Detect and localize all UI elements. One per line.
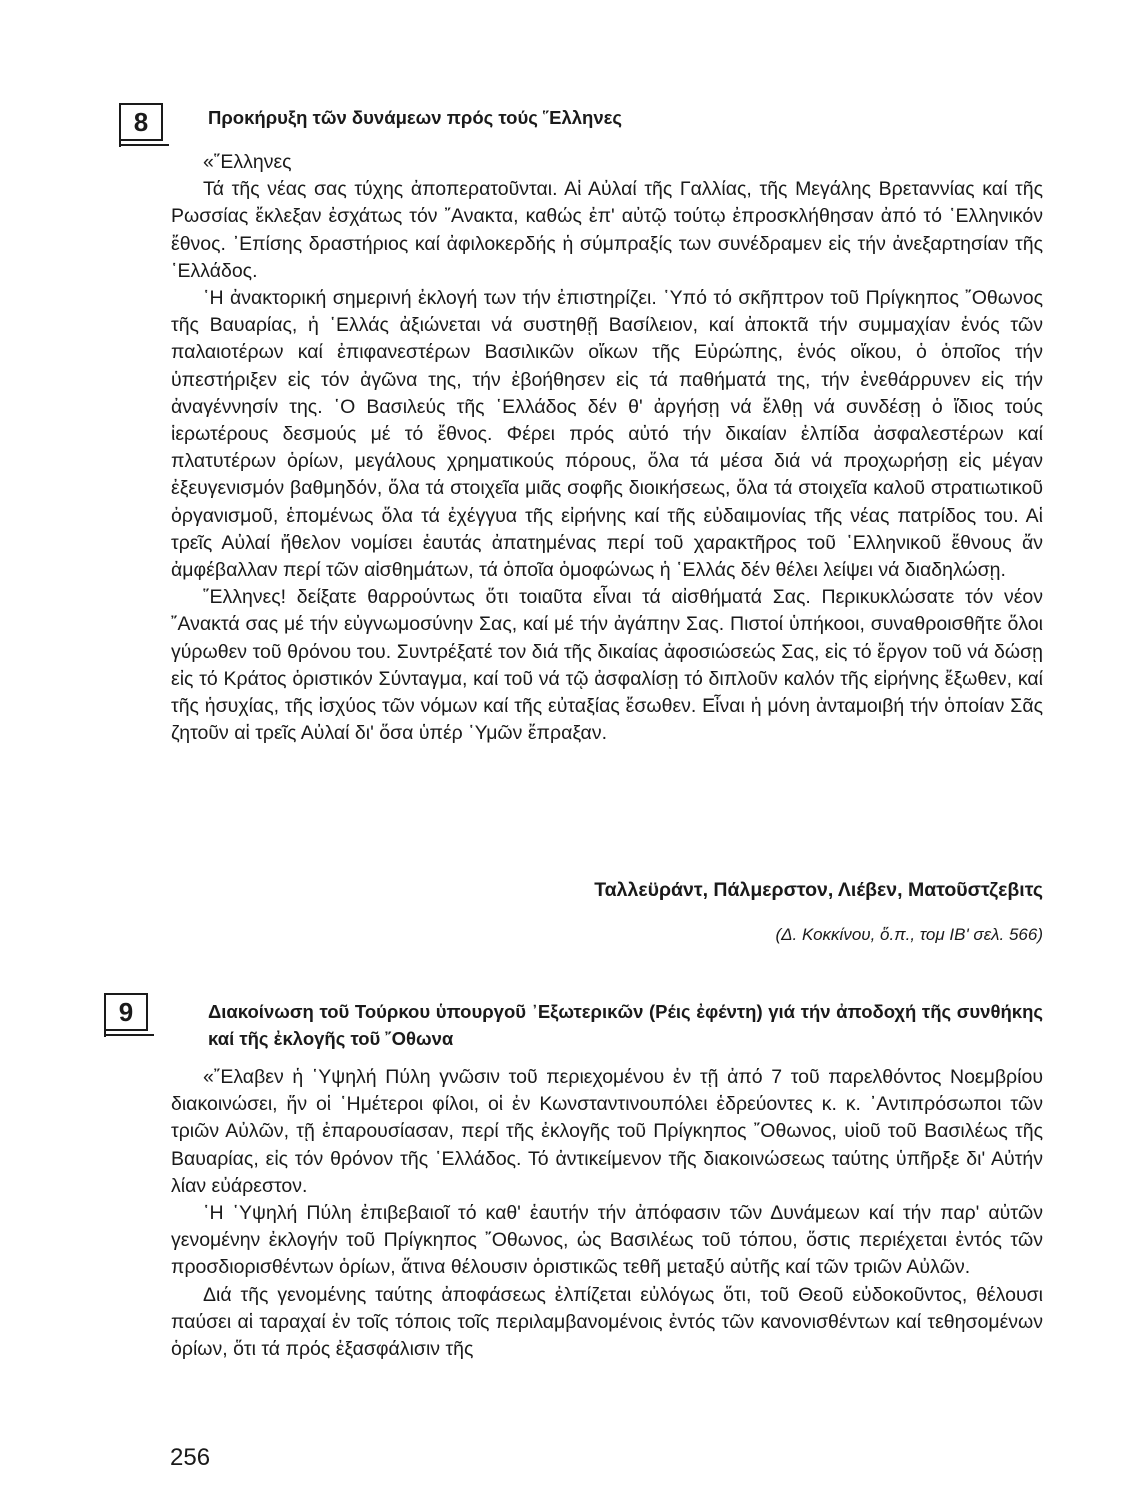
- section-body: [171, 149, 1043, 747]
- paragraph: Διά τῆς γενομένης ταύτης ἀποφάσεως ἐλπίζεται εὐλόγως ὅτι, τοῦ Θεοῦ εὐδοκοῦντος, θέλουσι παύσει αἱ ταραχαί ἐν τοῖς τόποις τοῖς περιλαμβανομένοις ἐντός τῶν κανονισθέντων καί τεθησομένων ὁρίων, ὅτι τά πρός ἐξασφάλισιν τῆς: [171, 1283, 1043, 1361]
- section-body: [171, 1064, 1043, 1363]
- paragraph: ῾Η ῾Υψηλή Πύλη ἐπιβεβαιοῖ τό καθ' ἑαυτήν τήν ἀπόφασιν τῶν Δυνάμεων καί τήν παρ' αὐτῶν γενομένην ἐκλογήν τοῦ Πρίγκηπος ῎Οθωνος, ὡς Βασιλέως τοῦ τόπου, ὅστις περιέχεται ἐντός τῶν προσδιορισθέντων ὁρίων, ἅτινα θέλουσιν ὁριστικῶς τεθῆ μεταξύ αὐτῆς καί τῶν τριῶν Αὐλῶν.: [171, 1202, 1043, 1279]
- section-number: 8: [133, 106, 149, 137]
- paragraph: «῞Ελληνες: [203, 151, 292, 173]
- paragraph: Τά τῆς νέας σας τύχης ἀποπερατοῦνται. Αἱ Αὐλαί τῆς Γαλλίας, τῆς Μεγάλης Βρεταννίας καί τῆς Ρωσσίας ἔκλεξαν ἐσχάτως τόν ῎Ανακτα, καθώς ἐπ' αὐτῷ τούτῳ ἐπροσκλήθησαν ἀπό τό ῾Ελληνικόν ἔθνος. ᾿Επίσης δραστήριος καί ἀφιλοκερδής ἡ σύμπραξίς των συνέδραμεν εἰς τήν ἀνεξαρτησίαν τῆς ῾Ελλάδος.: [171, 178, 1043, 282]
- paragraph: ῞Ελληνες! δείξατε θαρρούντως ὅτι τοιαῦτα εἶναι τά αἰσθήματά Σας. Περικυκλώσατε τόν νέον ῎Ανακτά σας μέ τήν εὐγνωμοσύνην Σας, καί μέ τήν ἀγάπην Σας. Πιστοί ὑπήκοοι, συναθροισθῆτε ὅλοι γύρωθεν τοῦ θρόνου του. Συντρέξατέ τον διά τῆς δικαίας ἀφοσιώσεώς Σας, εἰς τό ἔργον τοῦ νά δώσῃ εἰς τό Κράτος ὁριστικόν Σύνταγμα, καί τοῦ νά τῷ ἀσφαλίσῃ τό διπλοῦν καλόν τῆς εἰρήνης ἔξωθεν, καί τῆς ἡσυχίας, τῆς ἰσχύος τῶν νόμων καί τῆς εὐταξίας ἔσωθεν. Εἶναι ἡ μόνη ἀνταμοιβή τήν ὁποίαν Σᾶς ζητοῦν αἱ τρεῖς Αὐλαί δι' ὅσα ὑπέρ ῾Υμῶν ἔπραξαν.: [171, 586, 1043, 745]
- signature: Ταλλεϋράντ, Πάλμερστον, Λιέβεν, Ματοῦστζεβιτς: [594, 879, 1043, 901]
- paragraph: ῾Η ἀνακτορική σημερινή ἐκλογή των τήν ἐπιστηρίζει. ῾Υπό τό σκῆπτρον τοῦ Πρίγκηπος ῎Οθωνος τῆς Βαυαρίας, ἡ ῾Ελλάς ἀξιώνεται νά συστηθῇ Βασίλειον, καί ἀποκτᾶ τήν συμμαχίαν ἑνός τῶν παλαιοτέρων καί ἐπιφανεστέρων Βασιλικῶν οἴκων τῆς Εὐρώπης, ἑνός οἴκου, ὁ ὁποῖος τήν ὑπεστήριξεν εἰς τόν ἀγῶνα της, τήν ἐβοήθησεν εἰς τά παθήματά της, τήν ἐνεθάρρυνεν εἰς τήν ἀναγέννησίν της. ῾Ο Βασιλεύς τῆς ῾Ελλάδος δέν θ' ἀργήσῃ νά ἔλθῃ νά συνδέσῃ ὁ ἴδιος τούς ἱερωτέρους δεσμούς μέ τό ἔθνος. Φέρει πρός αὐτό τήν δικαίαν ἐλπίδα ἀσφαλεστέρων καί πλατυτέρων ὁρίων, μεγάλους χρηματικούς πόρους, ὅλα τά μέσα διά νά προχωρήσῃ εἰς μέγαν ἐξευγενισμόν βαθμηδόν, ὅλα τά στοιχεῖα μιᾶς σοφῆς διοικήσεως, ὅλα τά στοιχεῖα καλοῦ στρατιωτικοῦ ὀργανισμοῦ, ἑπομένως ὅλα τά ἐχέγγυα τῆς εἰρήνης καί τῆς εὐδαιμονίας τῆς νέας πατρίδος του. Αἱ τρεῖς Αὐλαί ἤθελον νομίσει ἑαυτάς ἀπατημένας περί τοῦ χαρακτῆρος τοῦ ῾Ελληνικοῦ ἔθνους ἄν ἀμφέβαλλαν περί τῶν αἰσθημάτων, τά ὁποῖα ὁμοφώνως ἡ ῾Ελλάς δέν θέλει λείψει νά διαδηλώσῃ.: [171, 287, 1043, 582]
- source-citation: (Δ. Κοκκίνου, ὅ.π., τομ ΙΒ' σελ. 566): [775, 925, 1043, 944]
- section-number-badge: [119, 103, 163, 141]
- section-title: Διακοίνωση τοῦ Τούρκου ὑπουργοῦ ᾿Εξωτερικῶν (Ρέις ἐφέντη) γιά τήν ἀποδοχή τῆς συνθήκης καί τῆς ἐκλογῆς τοῦ ῎Οθωνα: [208, 1001, 1043, 1049]
- page-number: 256: [170, 1444, 211, 1471]
- section-number-badge: [104, 993, 148, 1031]
- section-title: Προκήρυξη τῶν δυνάμεων πρός τούς ῞Ελληνες: [208, 107, 623, 128]
- paragraph: «῎Ελαβεν ἡ ῾Υψηλή Πύλη γνῶσιν τοῦ περιεχομένου ἐν τῇ ἀπό 7 τοῦ παρελθόντος Νοεμβρίου διακοινώσει, ἥν οἱ ῾Ημέτεροι φίλοι, οἱ ἐν Κωνσταντινουπόλει ἑδρεύοντες κ. κ. ᾿Αντιπρόσωποι τῶν τριῶν Αὐλῶν, τῇ ἐπαρουσίασαν, περί τῆς ἐκλογῆς τοῦ Πρίγκηπος ῎Οθωνος, υἱοῦ τοῦ Βασιλέως τῆς Βαυαρίας, εἰς τόν θρόνον τῆς ῾Ελλάδος. Τό ἀντικείμενον τῆς διακοινώσεως ταύτης ὑπῆρξε δι' Αὐτήν λίαν εὐάρεστον.: [171, 1066, 1043, 1197]
- section-number: 9: [118, 996, 134, 1027]
